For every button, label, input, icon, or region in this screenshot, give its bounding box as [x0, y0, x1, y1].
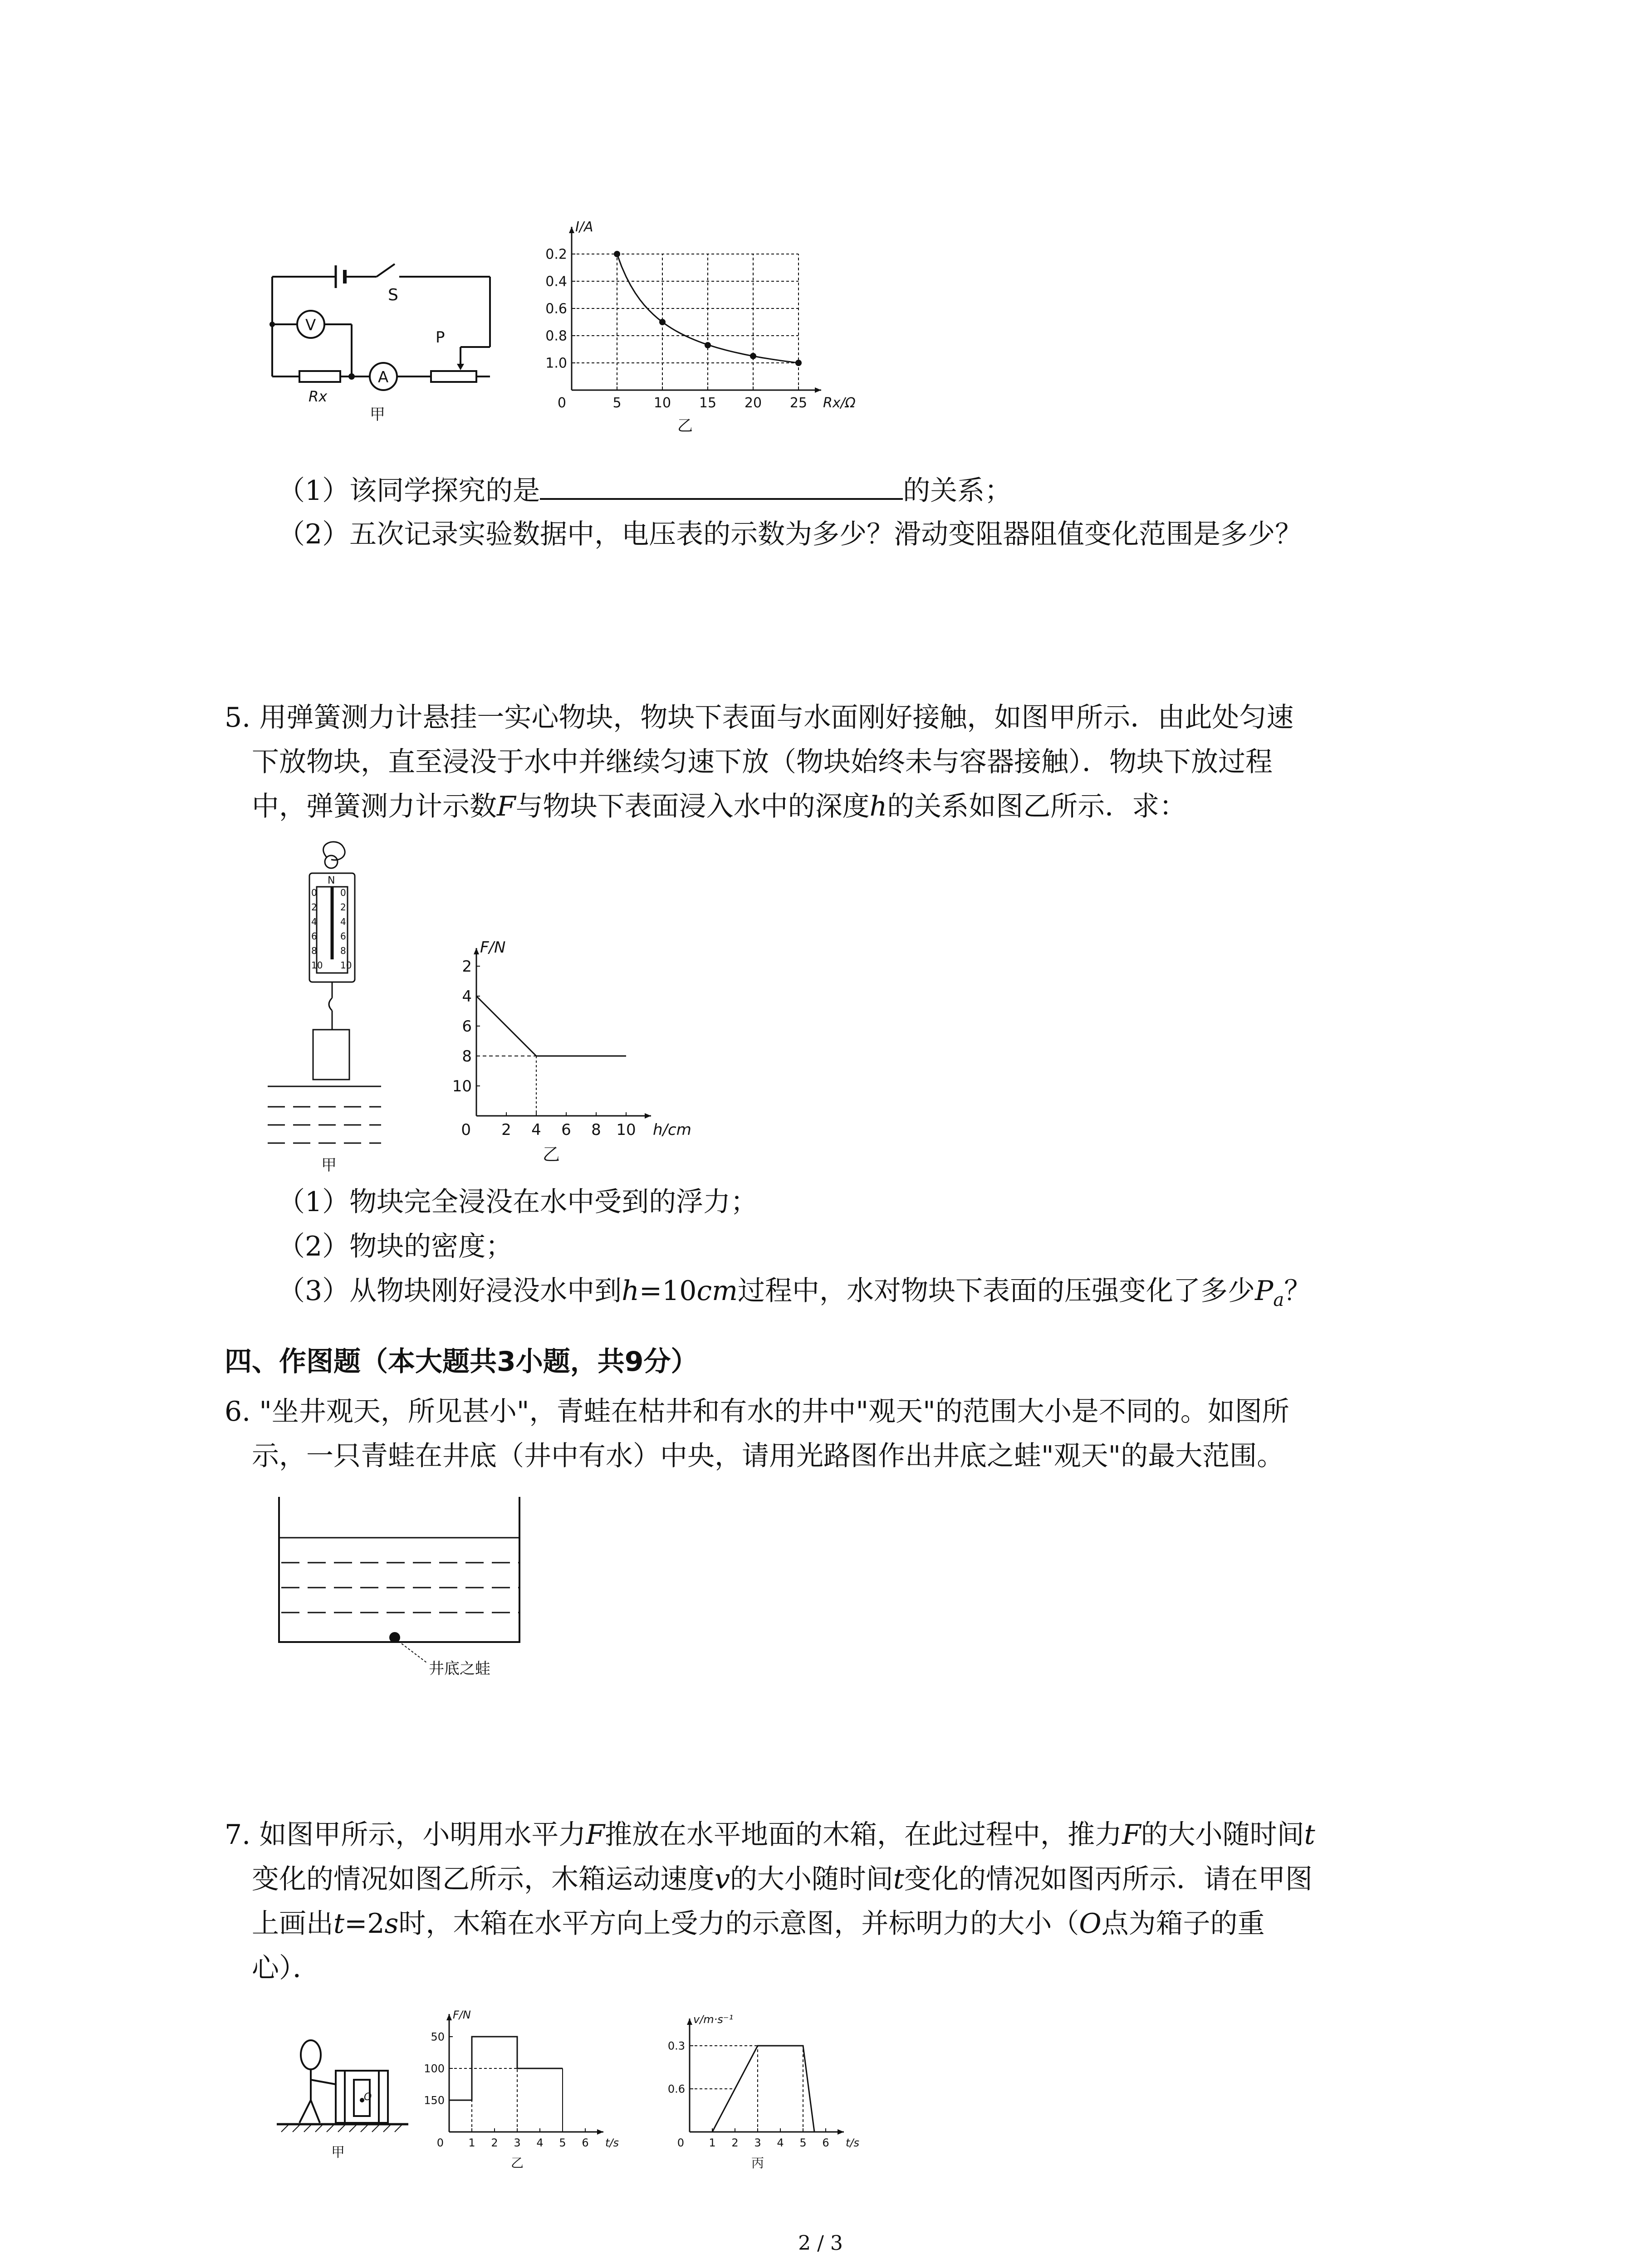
scale-tick-label-left: 10 — [311, 960, 323, 971]
section-heading: 四、作图题（本大题共3小题，共9分） — [225, 1346, 698, 1378]
y-axis-arrow — [474, 948, 479, 954]
chart-caption: 丙 — [751, 2156, 764, 2170]
center-point-label: O — [364, 2092, 372, 2103]
scale-tick-label-right: 10 — [340, 960, 352, 971]
y-tick-label: 100 — [424, 2062, 445, 2075]
x-axis-arrow — [815, 387, 821, 393]
q5-subquestion-2: （2）物块的密度； — [278, 1231, 513, 1262]
x-tick-label: 6 — [582, 2136, 589, 2149]
x-tick-label: 2 — [491, 2136, 498, 2149]
y-axis-label: F/N — [480, 938, 506, 957]
y-axis-arrow — [569, 227, 574, 233]
x-axis-arrow — [838, 2129, 844, 2135]
origin-label: 0 — [557, 395, 566, 411]
x-tick-label: 8 — [591, 1121, 601, 1139]
data-line — [476, 996, 626, 1056]
q5-spring-scale-figure — [268, 835, 395, 1179]
scale-tick-label-left: 6 — [311, 931, 317, 942]
q7-force-time-graph — [417, 1996, 619, 2177]
q4-subquestion-2: （2）五次记录实验数据中，电压表的示数为多少？滑动变阻器阻值变化范围是多少？ — [278, 518, 1303, 550]
scale-tick-label-left: 4 — [311, 916, 317, 927]
scale-tick-label-left: 0 — [311, 887, 317, 898]
q5-stem-line-1: 5. 用弹簧测力计悬挂一实心物块，物块下表面与水面刚好接触，如图甲所示．由此处匀速 — [225, 702, 1294, 733]
data-line — [690, 2046, 814, 2132]
data-point — [705, 342, 711, 348]
x-tick-label: 1 — [709, 2136, 716, 2149]
q4-current-resistance-graph — [517, 218, 856, 445]
x-axis-label: t/s — [846, 2136, 859, 2149]
x-tick-label: 20 — [744, 395, 762, 411]
figure-a-caption: 甲 — [321, 1156, 337, 1174]
data-point — [614, 251, 620, 257]
x-tick-label: 25 — [789, 395, 808, 411]
scale-tick-label-right: 8 — [340, 945, 346, 956]
data-point — [659, 319, 666, 325]
scale-tick-label-right: 0 — [340, 887, 346, 898]
x-tick-label: 5 — [559, 2136, 566, 2149]
y-tick-label: 4 — [462, 987, 472, 1006]
q5-stem-line-2: 下放物块，直至浸没于水中并继续匀速下放（物块始终未与容器接触）．物块下放过程 — [252, 746, 1273, 778]
x-tick-label: 4 — [777, 2136, 784, 2149]
y-tick-label: 50 — [431, 2030, 445, 2043]
x-tick-label: 5 — [612, 395, 622, 411]
y-axis-arrow — [446, 2014, 452, 2020]
x-tick-label: 3 — [514, 2136, 521, 2149]
origin-label: 0 — [436, 2136, 444, 2149]
resistor-label: Rx — [309, 388, 328, 405]
figure-a-caption: 甲 — [331, 2145, 345, 2160]
scale-unit: N — [328, 875, 335, 886]
origin-label: 0 — [677, 2136, 684, 2149]
y-axis-label: I/A — [575, 219, 593, 235]
x-tick-label: 3 — [754, 2136, 761, 2149]
x-axis-label: h/cm — [653, 1121, 691, 1139]
q7-stem-line-2: 变化的情况如图乙所示，木箱运动速度v的大小随时间t变化的情况如图丙所示．请在甲图 — [252, 1863, 1313, 1895]
q6-well-figure — [272, 1492, 554, 1692]
frog-label: 井底之蛙 — [429, 1660, 490, 1678]
x-tick-label: 2 — [501, 1121, 511, 1139]
q7-stem-line-3: 上画出t=2s时，木箱在水平方向上受力的示意图，并标明力的大小（O点为箱子的重 — [252, 1908, 1265, 1940]
y-tick-label: 0.3 — [667, 2039, 685, 2053]
x-tick-label: 6 — [561, 1121, 571, 1139]
y-tick-label: 2 — [462, 957, 472, 976]
y-tick-label: 150 — [424, 2094, 445, 2107]
y-axis-label: v/m·s⁻¹ — [693, 2013, 734, 2026]
y-tick-label: 0.2 — [545, 246, 567, 263]
y-tick-label: 0.6 — [667, 2082, 685, 2096]
x-tick-label: 15 — [699, 395, 717, 411]
y-tick-label: 0.6 — [545, 301, 567, 317]
y-tick-label: 10 — [452, 1077, 472, 1095]
x-tick-label: 1 — [468, 2136, 475, 2149]
scale-tick-label-right: 6 — [340, 931, 346, 942]
ammeter-label: A — [378, 368, 389, 386]
x-tick-label: 2 — [731, 2136, 739, 2149]
origin-label: 0 — [461, 1121, 471, 1139]
q6-stem-line-1: 6. "坐井观天，所见甚小"，青蛙在枯井和有水的井中"观天"的范围大小是不同的。如图所 — [225, 1396, 1289, 1427]
x-tick-label: 10 — [653, 395, 671, 411]
x-axis-arrow — [645, 1113, 651, 1119]
y-tick-label: 1.0 — [545, 355, 567, 371]
scale-tick-label-left: 2 — [311, 902, 317, 913]
x-axis-label: t/s — [605, 2136, 619, 2149]
q4-circuit-diagram — [254, 245, 508, 426]
x-tick-label: 6 — [822, 2136, 829, 2149]
y-tick-label: 6 — [462, 1017, 472, 1036]
y-axis-label: F/N — [453, 2009, 471, 2021]
chart-caption: 乙 — [510, 2156, 524, 2170]
scale-tick-label-right: 4 — [340, 916, 346, 927]
q5-stem-line-3: 中，弹簧测力计示数F与物块下表面浸入水中的深度h的关系如图乙所示．求： — [252, 791, 1187, 822]
q7-velocity-time-graph — [640, 1996, 876, 2177]
slider-label: P — [436, 328, 445, 347]
q7-stem-line-4: 心）． — [252, 1952, 320, 1984]
data-point — [795, 360, 802, 366]
q5-subquestion-1: （1）物块完全浸没在水中受到的浮力； — [278, 1186, 758, 1218]
chart-caption: 乙 — [542, 1144, 560, 1164]
y-tick-label: 0.4 — [545, 274, 567, 290]
x-tick-label: 10 — [616, 1121, 636, 1139]
q6-stem-line-2: 示，一只青蛙在井底（井中有水）中央，请用光路图作出井底之蛙"观天"的最大范围。 — [252, 1440, 1284, 1472]
page-number: 2 / 3 — [798, 2232, 843, 2255]
switch-label: S — [388, 286, 398, 304]
data-point — [750, 353, 756, 359]
x-tick-label: 4 — [536, 2136, 544, 2149]
answer-blank[interactable] — [540, 472, 903, 500]
x-axis-label: Rx/Ω — [823, 395, 856, 411]
q5-subquestion-3: （3）从物块刚好浸没水中到h=10cm过程中，水对物块下表面的压强变化了多少$P_a$？ — [278, 1275, 1312, 1310]
q7-figure-a — [268, 2032, 413, 2168]
x-axis-arrow — [597, 2129, 603, 2135]
voltmeter-label: V — [305, 316, 316, 334]
q7-stem-line-1: 7. 如图甲所示，小明用水平力F推放在水平地面的木箱，在此过程中，推力F的大小随时间t — [225, 1819, 1315, 1851]
chart-caption: 乙 — [677, 417, 693, 435]
scale-tick-label-left: 8 — [311, 945, 317, 956]
y-axis-arrow — [687, 2019, 692, 2025]
q5-force-depth-graph — [436, 925, 691, 1166]
x-tick-label: 5 — [799, 2136, 807, 2149]
y-tick-label: 8 — [462, 1047, 472, 1066]
circuit-caption: 甲 — [370, 406, 385, 424]
x-tick-label: 4 — [531, 1121, 541, 1139]
y-tick-label: 0.8 — [545, 328, 567, 344]
scale-tick-label-right: 2 — [340, 902, 346, 913]
q4-subquestion-1: （1）该同学探究的是 的关系； — [278, 472, 1012, 509]
